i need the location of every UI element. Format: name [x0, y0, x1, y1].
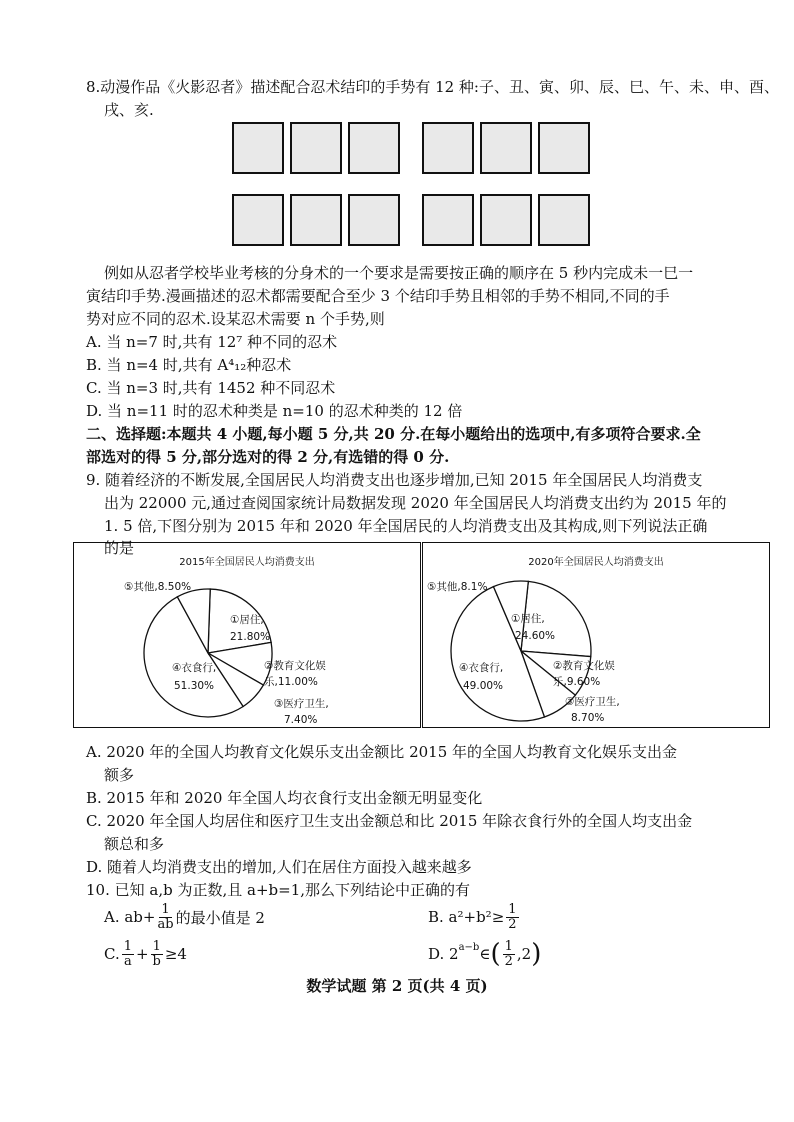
slice-value-label: 21.80% — [230, 631, 271, 643]
hand-sign-image — [480, 122, 532, 174]
q10-option-a-suffix: 的最小值是 2 — [175, 908, 265, 927]
fraction — [122, 940, 134, 969]
fraction — [506, 903, 518, 932]
slice-value-label: 乐,11.00% — [264, 676, 318, 688]
hand-sign-image — [348, 122, 400, 174]
q10-option-c-suffix: ≥4 — [164, 945, 187, 963]
q8-option-b: B. 当 n=4 时,共有 A⁴₁₂种忍术 — [86, 356, 292, 374]
fraction — [157, 903, 173, 932]
q9-stem-line2: 出为 22000 元,通过查阅国家统计局数据发现 2020 年全国居民人均消费支出约为 2015 年的 — [104, 494, 727, 512]
hand-sign-image — [422, 122, 474, 174]
q9-stem-line4: 的是 — [104, 539, 135, 557]
hand-sign-image — [538, 194, 590, 246]
q8-body-line1: 例如从忍者学校毕业考核的分身术的一个要求是需要按正确的顺序在 5 秒内完成未一巳一 — [104, 264, 694, 282]
chart-title: 2015年全国居民人均消费支出 — [179, 557, 315, 568]
q8-body-line2: 寅结印手势.漫画描述的忍术都需要配合至少 3 个结印手势且相邻的手势不相同,不同的手 — [86, 287, 670, 305]
q10-option-c-prefix: C. — [104, 945, 120, 963]
chart-title: 2020年全国居民人均消费支出 — [528, 557, 664, 568]
q9-option-c-line2: 额总和多 — [104, 835, 165, 853]
q10-option-d-prefix: D. 2 — [428, 945, 459, 963]
fraction-denominator: ab — [157, 916, 174, 932]
hand-sign-image — [348, 194, 400, 246]
right-paren: ) — [531, 939, 542, 969]
fraction-denominator: b — [152, 953, 161, 969]
slice-label: ④衣食行, — [459, 662, 504, 674]
hand-sign-image — [232, 194, 284, 246]
q10-option-b — [428, 899, 521, 935]
plus-sign: + — [136, 945, 149, 963]
hand-sign-image — [290, 194, 342, 246]
q8-option-a: A. 当 n=7 时,共有 12⁷ 种不同的忍术 — [86, 333, 338, 351]
slice-label: ④衣食行, — [172, 662, 217, 674]
q10-stem: 10. 已知 a,b 为正数,且 a+b=1,那么下列结论中正确的有 — [86, 881, 471, 899]
q8-option-d: D. 当 n=11 时的忍术种类是 n=10 的忍术种类的 12 倍 — [86, 402, 463, 420]
q10-option-c — [104, 936, 187, 972]
slice-label: ①居住, — [511, 613, 545, 625]
hand-sign-image — [538, 122, 590, 174]
fraction — [151, 940, 163, 969]
pie-chart-2015 — [73, 542, 421, 728]
slice-value-label: 乐,9.60% — [553, 676, 601, 688]
hand-sign-image — [480, 194, 532, 246]
fraction-numerator: 1 — [152, 938, 161, 954]
slice-label: ②教育文化娱 — [553, 660, 615, 672]
section2-line2: 部选对的得 5 分,部分选对的得 2 分,有选错的得 0 分. — [86, 448, 450, 466]
q10-option-d — [428, 936, 541, 972]
q10-option-a-prefix: A. ab+ — [104, 908, 156, 926]
element-of-sign: ∈ — [479, 945, 491, 963]
hand-sign-image — [232, 122, 284, 174]
slice-label: ③医疗卫生, — [565, 696, 620, 708]
q8-stem-line1: 8.动漫作品《火影忍者》描述配合忍术结印的手势有 12 种:子、丑、寅、卯、辰、巳、午、未、申、酉、 — [86, 78, 779, 96]
pie-chart-2020 — [422, 542, 770, 728]
q9-option-c-line1: C. 2020 年全国人均居住和医疗卫生支出金额总和比 2015 年除衣食行外的全国人均支出金 — [86, 812, 693, 830]
pie-chart-2020-svg — [423, 543, 769, 727]
q9-option-b: B. 2015 年和 2020 年全国人均衣食行支出金额无明显变化 — [86, 789, 483, 807]
slice-label: ①居住, — [230, 614, 264, 626]
q10-option-d-suffix: ,2 — [516, 945, 532, 963]
fraction — [503, 940, 515, 969]
fraction-denominator: 2 — [508, 916, 517, 932]
slice-value-label: 8.70% — [571, 712, 605, 724]
hand-sign-image — [290, 122, 342, 174]
section2-line1: 二、选择题:本题共 4 小题,每小题 5 分,共 20 分.在每小题给出的选项中,有多项符合要求.全 — [86, 425, 701, 443]
hand-sign-image — [422, 194, 474, 246]
fraction-numerator: 1 — [123, 938, 132, 954]
slice-value-label: 49.00% — [463, 680, 504, 692]
fraction-numerator: 1 — [508, 901, 517, 917]
slice-value-label: 24.60% — [515, 630, 556, 642]
slice-label: ③医疗卫生, — [274, 698, 329, 710]
fraction-denominator: 2 — [504, 953, 513, 969]
slice-value-label: 51.30% — [174, 680, 215, 692]
slice-value-label: 7.40% — [284, 714, 318, 726]
left-paren: ( — [490, 939, 501, 969]
slice-label: ②教育文化娱 — [264, 660, 326, 672]
q10-option-b-prefix: B. a²+b²≥ — [428, 908, 505, 926]
exponent: a−b — [458, 942, 480, 953]
fraction-numerator: 1 — [504, 938, 513, 954]
q9-stem-line3: 1. 5 倍,下图分别为 2015 年和 2020 年全国居民的人均消费支出及其构成,则下列说法正确 — [104, 517, 708, 535]
q9-stem-line1: 9. 随着经济的不断发展,全国居民人均消费支出也逐步增加,已知 2015 年全国居民人均消费支 — [86, 471, 703, 489]
page-footer: 数学试题 第 2 页(共 4 页) — [306, 977, 488, 995]
q8-body-line3: 势对应不同的忍术.设某忍术需要 n 个手势,则 — [86, 310, 385, 328]
q9-option-a-line1: A. 2020 年的全国人均教育文化娱乐支出金额比 2015 年的全国人均教育文化娱乐支出金 — [86, 743, 678, 761]
hand-sign-row-2 — [232, 194, 590, 246]
q10-option-a — [104, 899, 265, 935]
fraction-numerator: 1 — [161, 901, 170, 917]
hand-sign-row-1 — [232, 122, 590, 174]
slice-label: ⑤其他,8.50% — [124, 581, 192, 593]
q8-option-c: C. 当 n=3 时,共有 1452 种不同忍术 — [86, 379, 336, 397]
fraction-denominator: a — [123, 953, 132, 969]
pie-chart-2015-svg — [74, 543, 420, 727]
q8-stem-line2: 戌、亥. — [104, 101, 154, 119]
q9-option-d: D. 随着人均消费支出的增加,人们在居住方面投入越来越多 — [86, 858, 472, 876]
q9-option-a-line2: 额多 — [104, 766, 135, 784]
slice-label: ⑤其他,8.1% — [427, 581, 488, 593]
